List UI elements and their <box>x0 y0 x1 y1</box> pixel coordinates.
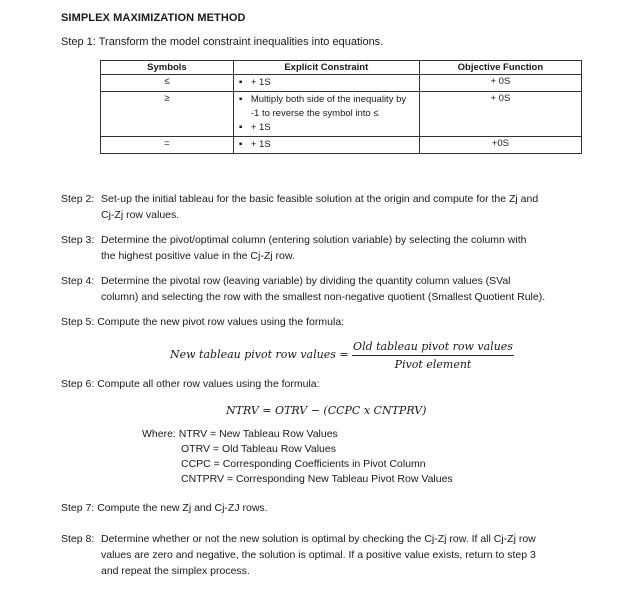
objective-cell: + 0S <box>419 92 581 137</box>
fraction-denominator: Pivot element <box>394 358 472 371</box>
step-label: Step 8: <box>61 533 95 545</box>
step-label: Step 4: <box>61 275 95 287</box>
constraint-bullet: ▪ + 1S <box>237 138 416 152</box>
step-1-text: Step 1: Transform the model constraint inequalities into equations. <box>61 36 384 48</box>
definition-intro: Where: NTRV = New Tableau Row Values <box>142 428 338 440</box>
symbol-cell: ≥ <box>101 92 234 137</box>
step-8 <box>61 531 581 579</box>
objective-cell: +0S <box>419 137 581 154</box>
definitions-block <box>142 427 453 487</box>
page-title: SIMPLEX MAXIMIZATION METHOD <box>61 12 246 24</box>
step-text: Set-up the initial tableau for the basic feasible solution at the origin and compute for the Zj and <box>101 193 539 205</box>
table-header-row <box>101 61 582 75</box>
step-5-text: Step 5: Compute the new pivot row values using the formula: <box>61 316 345 328</box>
header-objective-function: Objective Function <box>419 61 581 75</box>
step-6-text: Step 6: Compute all other row values using the formula: <box>61 378 320 390</box>
step-text: and repeat the simplex process. <box>101 565 250 577</box>
constraint-cell <box>233 75 419 92</box>
formula-2: NTRV = OTRV − (CCPC x CNTPRV) <box>226 404 427 417</box>
constraint-bullet: ▪ + 1S <box>237 121 416 135</box>
constraint-table <box>100 60 582 154</box>
step-text: Cj-Zj row values. <box>101 209 180 221</box>
step-text: Determine the pivotal row (leaving variable) by dividing the quantity column values (SVal <box>101 275 511 287</box>
step-text: Determine the pivot/optimal column (entering solution variable) by selecting the column with <box>101 234 527 246</box>
formula-1-lhs: New tableau pivot row values = <box>170 348 349 361</box>
constraint-cell <box>233 92 419 137</box>
definition-line: CCPC = Corresponding Coefficients in Pivot Column <box>181 458 426 470</box>
symbol-cell: ≤ <box>101 75 234 92</box>
header-explicit-constraint: Explicit Constraint <box>233 61 419 75</box>
step-text: column) and selecting the row with the smallest non-negative quotient (Smallest Quotient Rule). <box>101 291 546 303</box>
step-4 <box>61 273 581 305</box>
fraction-numerator: Old tableau pivot row values <box>352 340 514 356</box>
symbol-cell: = <box>101 137 234 154</box>
table-row <box>101 92 582 137</box>
step-label: Step 3: <box>61 234 95 246</box>
table-row <box>101 137 582 154</box>
definition-line: OTRV = Old Tableau Row Values <box>181 443 336 455</box>
constraint-bullet: ▪ + 1S <box>237 76 416 90</box>
constraint-bullet: ▪ Multiply both side of the inequality by -1 to reverse the symbol into ≤ <box>237 93 416 121</box>
step-label: Step 2: <box>61 193 95 205</box>
formula-1-fraction <box>352 340 514 371</box>
header-symbols: Symbols <box>101 61 234 75</box>
definition-line: CNTPRV = Corresponding New Tableau Pivot Row Values <box>181 473 453 485</box>
step-text: Determine whether or not the new solution is optimal by checking the Cj-Zj row. If all Cj-Zj row <box>101 533 536 545</box>
step-2 <box>61 191 581 223</box>
objective-cell: + 0S <box>419 75 581 92</box>
step-7-text: Step 7: Compute the new Zj and Cj-ZJ rows. <box>61 502 268 514</box>
step-text: the highest positive value in the Cj-Zj row. <box>101 250 295 262</box>
table-row <box>101 75 582 92</box>
constraint-cell <box>233 137 419 154</box>
step-3 <box>61 232 581 264</box>
step-text: values are zero and negative, the solution is optimal. If a positive value exists, return to step 3 <box>101 549 536 561</box>
